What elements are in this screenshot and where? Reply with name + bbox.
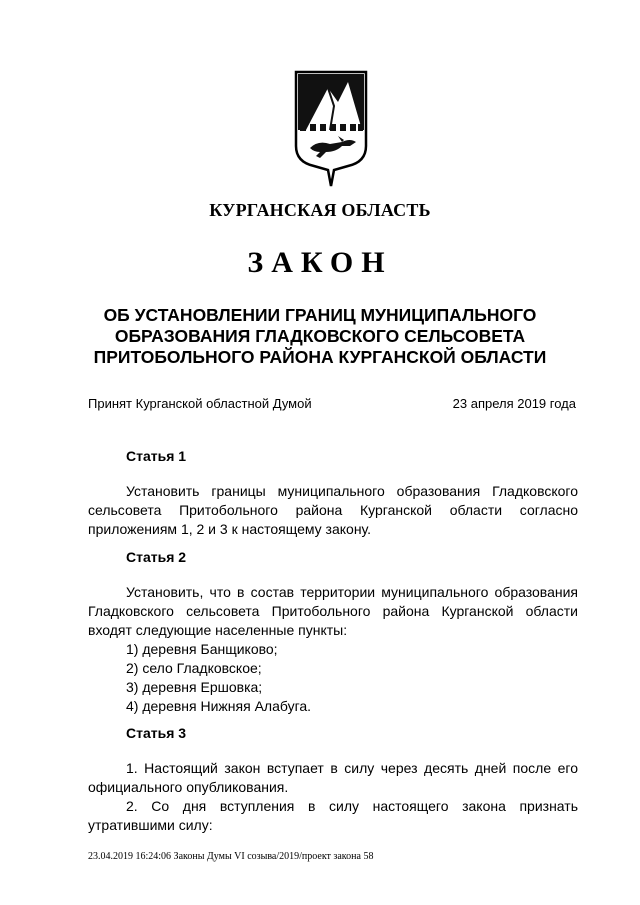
document-type-title: ЗАКОН	[247, 246, 393, 279]
article-text: Установить границы муниципального образования Гладковского сельсовета Притобольного района Курганской области согласно приложениям 1, 2 и 3 к настоящему закону.	[88, 483, 578, 537]
list-item: 2) село Гладковское;	[126, 660, 262, 676]
list-item: 4) деревня Нижняя Алабуга.	[126, 698, 312, 714]
adoption-date: 23 апреля 2019 года	[452, 396, 576, 411]
law-subject	[80, 305, 560, 368]
footer-metadata: 23.04.2019 16:24:06 Законы Думы VI созыва/2019/проект закона 58	[88, 851, 374, 862]
region-name: КУРГАНСКАЯ ОБЛАСТЬ	[209, 200, 431, 220]
article-heading: Статья 1	[126, 448, 187, 464]
article-text: Установить, что в состав территории муниципального образования Гладковского сельсовета Притобольного района Курганской области входят следующие населенные пункты:	[88, 584, 578, 638]
article-point: 2. Со дня вступления в силу настоящего закона признать утратившими силу:	[88, 798, 578, 833]
article-point: 1. Настоящий закон вступает в силу через десять дней после его официального опубликования.	[88, 760, 578, 795]
subject-line: ОБРАЗОВАНИЯ ГЛАДКОВСКОГО СЕЛЬСОВЕТА	[114, 326, 526, 346]
subject-line: ПРИТОБОЛЬНОГО РАЙОНА КУРГАНСКОЙ ОБЛАСТИ	[93, 347, 547, 367]
article-heading: Статья 3	[126, 725, 187, 741]
coat-of-arms-icon	[276, 66, 386, 190]
article-heading: Статья 2	[126, 549, 187, 565]
subject-line: ОБ УСТАНОВЛЕНИИ ГРАНИЦ МУНИЦИПАЛЬНОГО	[103, 305, 537, 325]
adopted-by: Принят Курганской областной Думой	[88, 396, 312, 411]
list-item: 3) деревня Ершовка;	[126, 679, 263, 695]
list-item: 1) деревня Банщиково;	[126, 641, 278, 657]
